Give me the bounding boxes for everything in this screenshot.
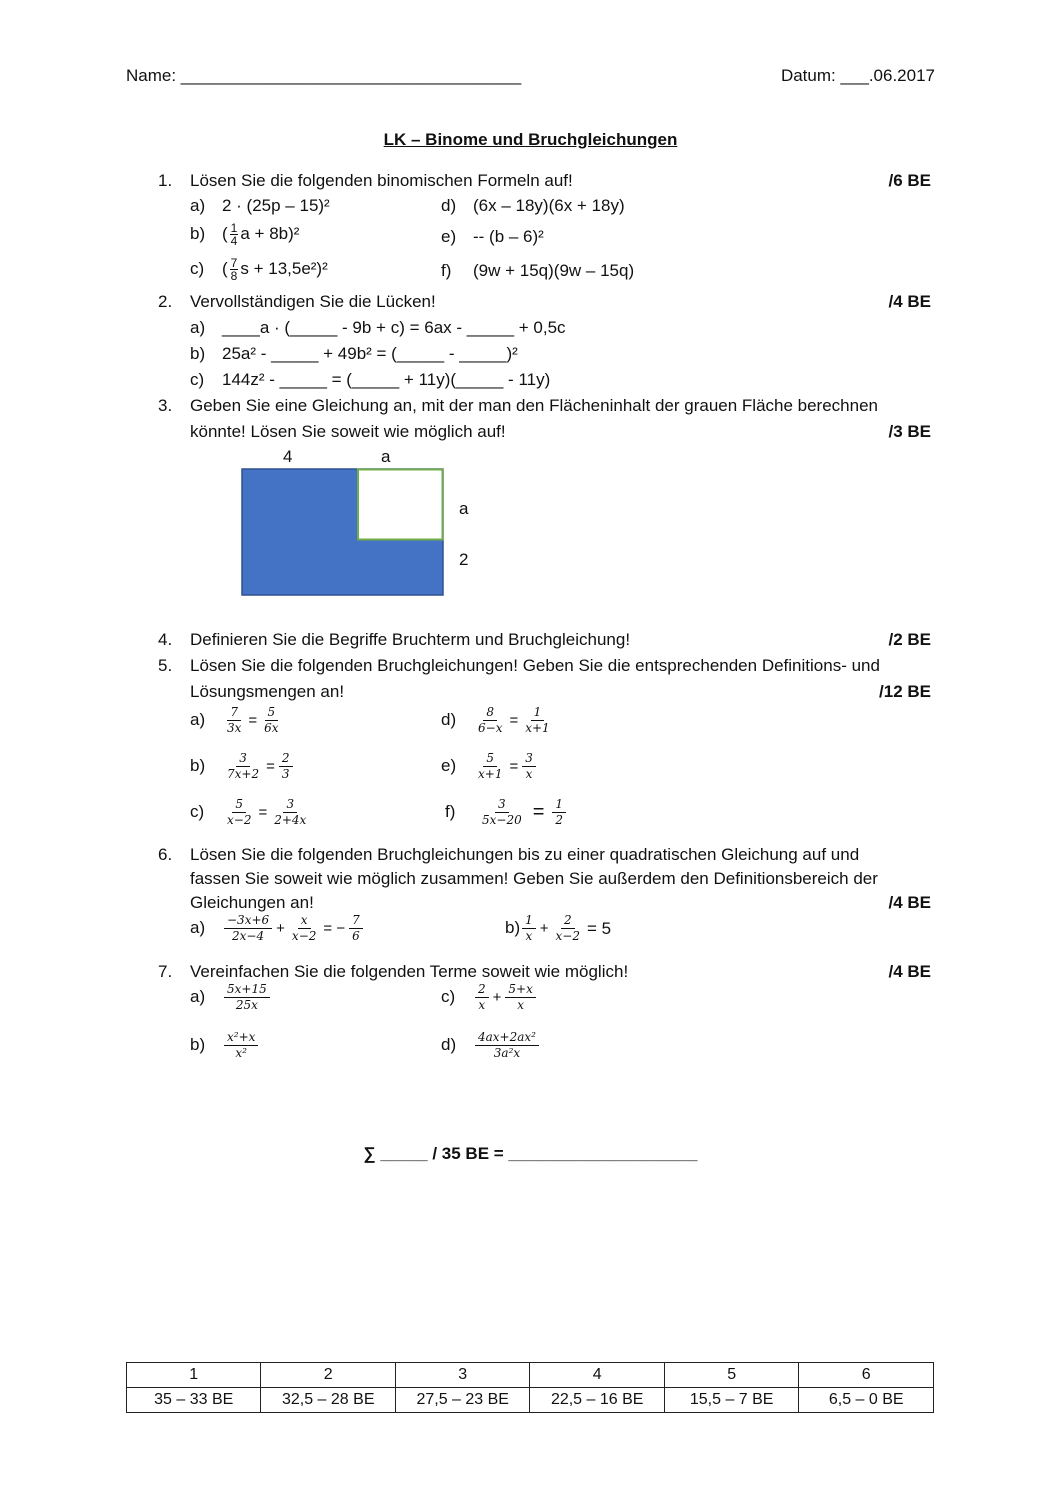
frac-den: 2+4x [274,813,307,827]
fraction [475,752,505,781]
task-item [441,1031,541,1060]
grade-cell: 6 [799,1363,934,1388]
equals: = [509,712,519,729]
range-cell: 32,5 – 28 BE [261,1388,395,1413]
frac-den: 7x+2 [227,767,260,781]
task-item [441,261,634,281]
grade-cell: 2 [261,1363,395,1388]
grade-cell: 4 [530,1363,664,1388]
task-text: könnte! Lösen Sie soweit wie möglich auf! [190,422,506,441]
task-item [445,798,568,827]
item-label: c) [190,370,205,389]
task-text: Lösen Sie die folgenden Bruchgleichungen! Geben Sie die entsprechenden Definitions- und [190,656,880,675]
frac-num: −3x+6 [224,914,272,929]
task-item [190,257,328,282]
item-label: a) [190,196,206,215]
task-item [190,318,566,338]
task-score: /3 BE [888,422,931,441]
item-label: b) [190,1034,206,1054]
item-expr: s + 13,5e²)² [240,258,328,278]
task-text: Vervollständigen Sie die Lücken! [190,292,436,311]
fraction [479,798,525,827]
grade-cell: 1 [127,1363,261,1388]
fraction [230,222,239,247]
frac-num: 5+x [505,983,535,998]
task-item [505,914,613,943]
frac-num: 5x+15 [224,983,270,998]
item-label: b) [190,755,206,775]
fraction [522,752,536,781]
frac-num: 2 [561,914,575,929]
fraction [522,914,536,943]
task-score: /4 BE [888,893,931,912]
fraction [224,752,262,781]
task-score: /4 BE [888,962,931,981]
fraction [475,983,489,1012]
task-text: Lösen Sie die folgenden Bruchgleichungen bis zu einer quadratischen Gleichung auf und [190,845,860,864]
task-score: /2 BE [888,630,931,649]
frac-num: 1 [230,221,238,235]
task-item [190,344,518,364]
item-label: c) [441,986,456,1006]
frac-den: 2x−4 [232,929,265,943]
date-field[interactable]: Datum: ___.06.2017 [780,66,935,85]
task-text: Gleichungen an! [190,893,314,912]
task-item [190,798,311,827]
frac-num: x [298,914,311,929]
item-expr: -- (b – 6)² [473,227,544,246]
frac-den: x [525,767,533,781]
frac-den: x [517,998,525,1012]
frac-den: 25x [235,998,258,1012]
frac-num: 1 [552,798,566,813]
frac-den: 6−x [478,721,503,735]
item-label: a) [190,986,206,1006]
plus-sign: + [539,920,549,937]
task-number: 4. [158,630,173,649]
range-cell: 6,5 – 0 BE [799,1388,934,1413]
task-text: Lösungsmengen an! [190,682,345,701]
task-item [441,706,555,735]
task-text: Geben Sie eine Gleichung an, mit der man den Flächeninhalt der grauen Fläche berechnen [190,396,878,415]
area-figure [241,468,445,597]
figure-label-4: 4 [283,447,293,466]
item-label: a) [190,917,206,937]
frac-num: 5 [265,706,279,721]
task-score: /4 BE [888,292,931,311]
frac-num: 7 [230,256,238,270]
page-title: LK – Binome und Bruchgleichungen [383,130,678,149]
task-item [441,983,538,1012]
equals: = [248,712,258,729]
task-number: 3. [158,396,173,415]
frac-num: x²+x [224,1031,258,1046]
task-item [190,752,295,781]
item-label: b) [505,917,521,937]
item-expr: (6x – 18y)(6x + 18y) [473,196,625,215]
range-cell: 27,5 – 23 BE [395,1388,529,1413]
task-score: /6 BE [888,171,931,190]
item-label: b) [190,344,206,363]
fraction [475,706,505,735]
frac-den: 3a²x [493,1046,521,1060]
task-text: fassen Sie soweit wie möglich zusammen! Geben Sie außerdem den Definitionsbereich der [190,869,878,888]
task-number: 6. [158,845,173,864]
task-score: /12 BE [879,682,931,701]
frac-num: 1 [531,706,545,721]
range-row [127,1388,934,1413]
frac-den: 5x−20 [482,813,522,827]
task-item [441,752,538,781]
frac-den: 6 [352,929,360,943]
grade-row [127,1363,934,1388]
frac-den: 4 [230,234,238,248]
frac-den: x [478,998,486,1012]
task-number: 7. [158,962,173,981]
equals: = [258,804,268,821]
frac-den: 8 [230,269,238,283]
equals: = 5 [587,918,612,938]
fraction [349,914,363,943]
equals: = [509,758,519,775]
fraction [289,914,319,943]
fraction [224,914,272,943]
frac-den: x−2 [291,929,317,943]
item-expr: 2 · (25p – 15)² [222,196,330,215]
task-text: Lösen Sie die folgenden binomischen Formeln auf! [190,171,573,190]
frac-num: 5 [483,752,497,767]
item-label: c) [190,258,205,278]
frac-den: x² [235,1046,247,1060]
fraction [224,1031,258,1060]
task-number: 5. [158,656,173,675]
fraction [224,983,270,1012]
frac-num: 4ax+2ax² [475,1031,539,1046]
task-item [441,196,625,216]
frac-num: 7 [227,706,241,721]
item-label: c) [190,801,205,821]
item-label: a) [190,709,206,729]
task-number: 2. [158,292,173,311]
equals: = − [323,920,346,937]
item-label: d) [441,709,457,729]
frac-den: x+1 [478,767,503,781]
fraction [279,752,293,781]
white-square-cutout [358,470,443,540]
item-expr[interactable]: ____a · (_____ - 9b + c) = 6ax - _____ + 0,5c [222,318,566,337]
item-label: f) [441,261,452,280]
frac-num: 2 [475,983,489,998]
equals: = [532,801,545,823]
item-expr[interactable]: 25a² - _____ + 49b² = (_____ - _____)² [222,344,518,363]
fraction [553,914,583,943]
figure-label-a-top: a [381,447,391,466]
frac-den: 3x [227,721,242,735]
task-text: Definieren Sie die Begriffe Bruchterm und Bruchgleichung! [190,630,631,649]
item-expr: a + 8b)² [240,223,300,243]
item-label: d) [441,1034,457,1054]
plus-sign: + [492,989,502,1006]
figure-label-2: 2 [459,550,469,569]
open-paren: ( [222,258,228,278]
frac-num: 2 [279,752,293,767]
frac-num: 5 [232,798,246,813]
frac-den: 6x [264,721,279,735]
task-item [190,1031,260,1060]
figure-label-a-side: a [459,499,469,518]
task-item [190,370,550,390]
fraction [230,257,239,282]
equals: = [266,758,275,775]
frac-num: 3 [495,798,509,813]
fraction [505,983,535,1012]
task-item [190,222,299,247]
item-label: d) [441,196,457,215]
task-item [190,706,284,735]
fraction [522,706,552,735]
frac-den: x−2 [555,929,580,943]
frac-den: x+1 [525,721,550,735]
item-expr: (9w + 15q)(9w – 15q) [473,261,635,280]
fraction [475,1031,539,1060]
fraction [271,798,309,827]
item-label: e) [441,227,457,246]
fraction [224,706,244,735]
task-item [190,983,272,1012]
plus-sign: + [276,920,285,937]
grade-table [126,1362,934,1413]
frac-num: 3 [522,752,536,767]
frac-den: x [525,929,533,943]
task-text: Vereinfachen Sie die folgenden Terme soweit wie möglich! [190,962,629,981]
task-item [441,227,544,247]
frac-num: 7 [349,914,363,929]
frac-den: 3 [281,767,290,781]
frac-den: x−2 [227,813,252,827]
item-label: e) [441,755,457,775]
name-field[interactable]: Name: ____________________________________ [126,66,522,85]
item-expr[interactable]: 144z² - _____ = (_____ + 11y)(_____ - 11y) [222,370,551,389]
task-number: 1. [158,171,173,190]
frac-num: 1 [522,914,536,929]
frac-num: 3 [283,798,297,813]
frac-num: 8 [483,706,497,721]
frac-num: 3 [236,752,250,767]
task-item [190,196,330,216]
item-label: a) [190,318,206,337]
fraction [552,798,566,827]
total-score-line[interactable]: ∑ _____ / 35 BE = ____________________ [363,1144,698,1163]
frac-den: 2 [555,813,564,827]
grade-cell: 3 [395,1363,529,1388]
grade-cell: 5 [664,1363,798,1388]
task-item [190,914,365,943]
range-cell: 15,5 – 7 BE [664,1388,798,1413]
item-label: b) [190,223,206,243]
range-cell: 22,5 – 16 BE [530,1388,664,1413]
range-cell: 35 – 33 BE [127,1388,261,1413]
fraction [224,798,254,827]
open-paren: ( [222,223,228,243]
fraction [261,706,281,735]
item-label: f) [445,801,456,821]
